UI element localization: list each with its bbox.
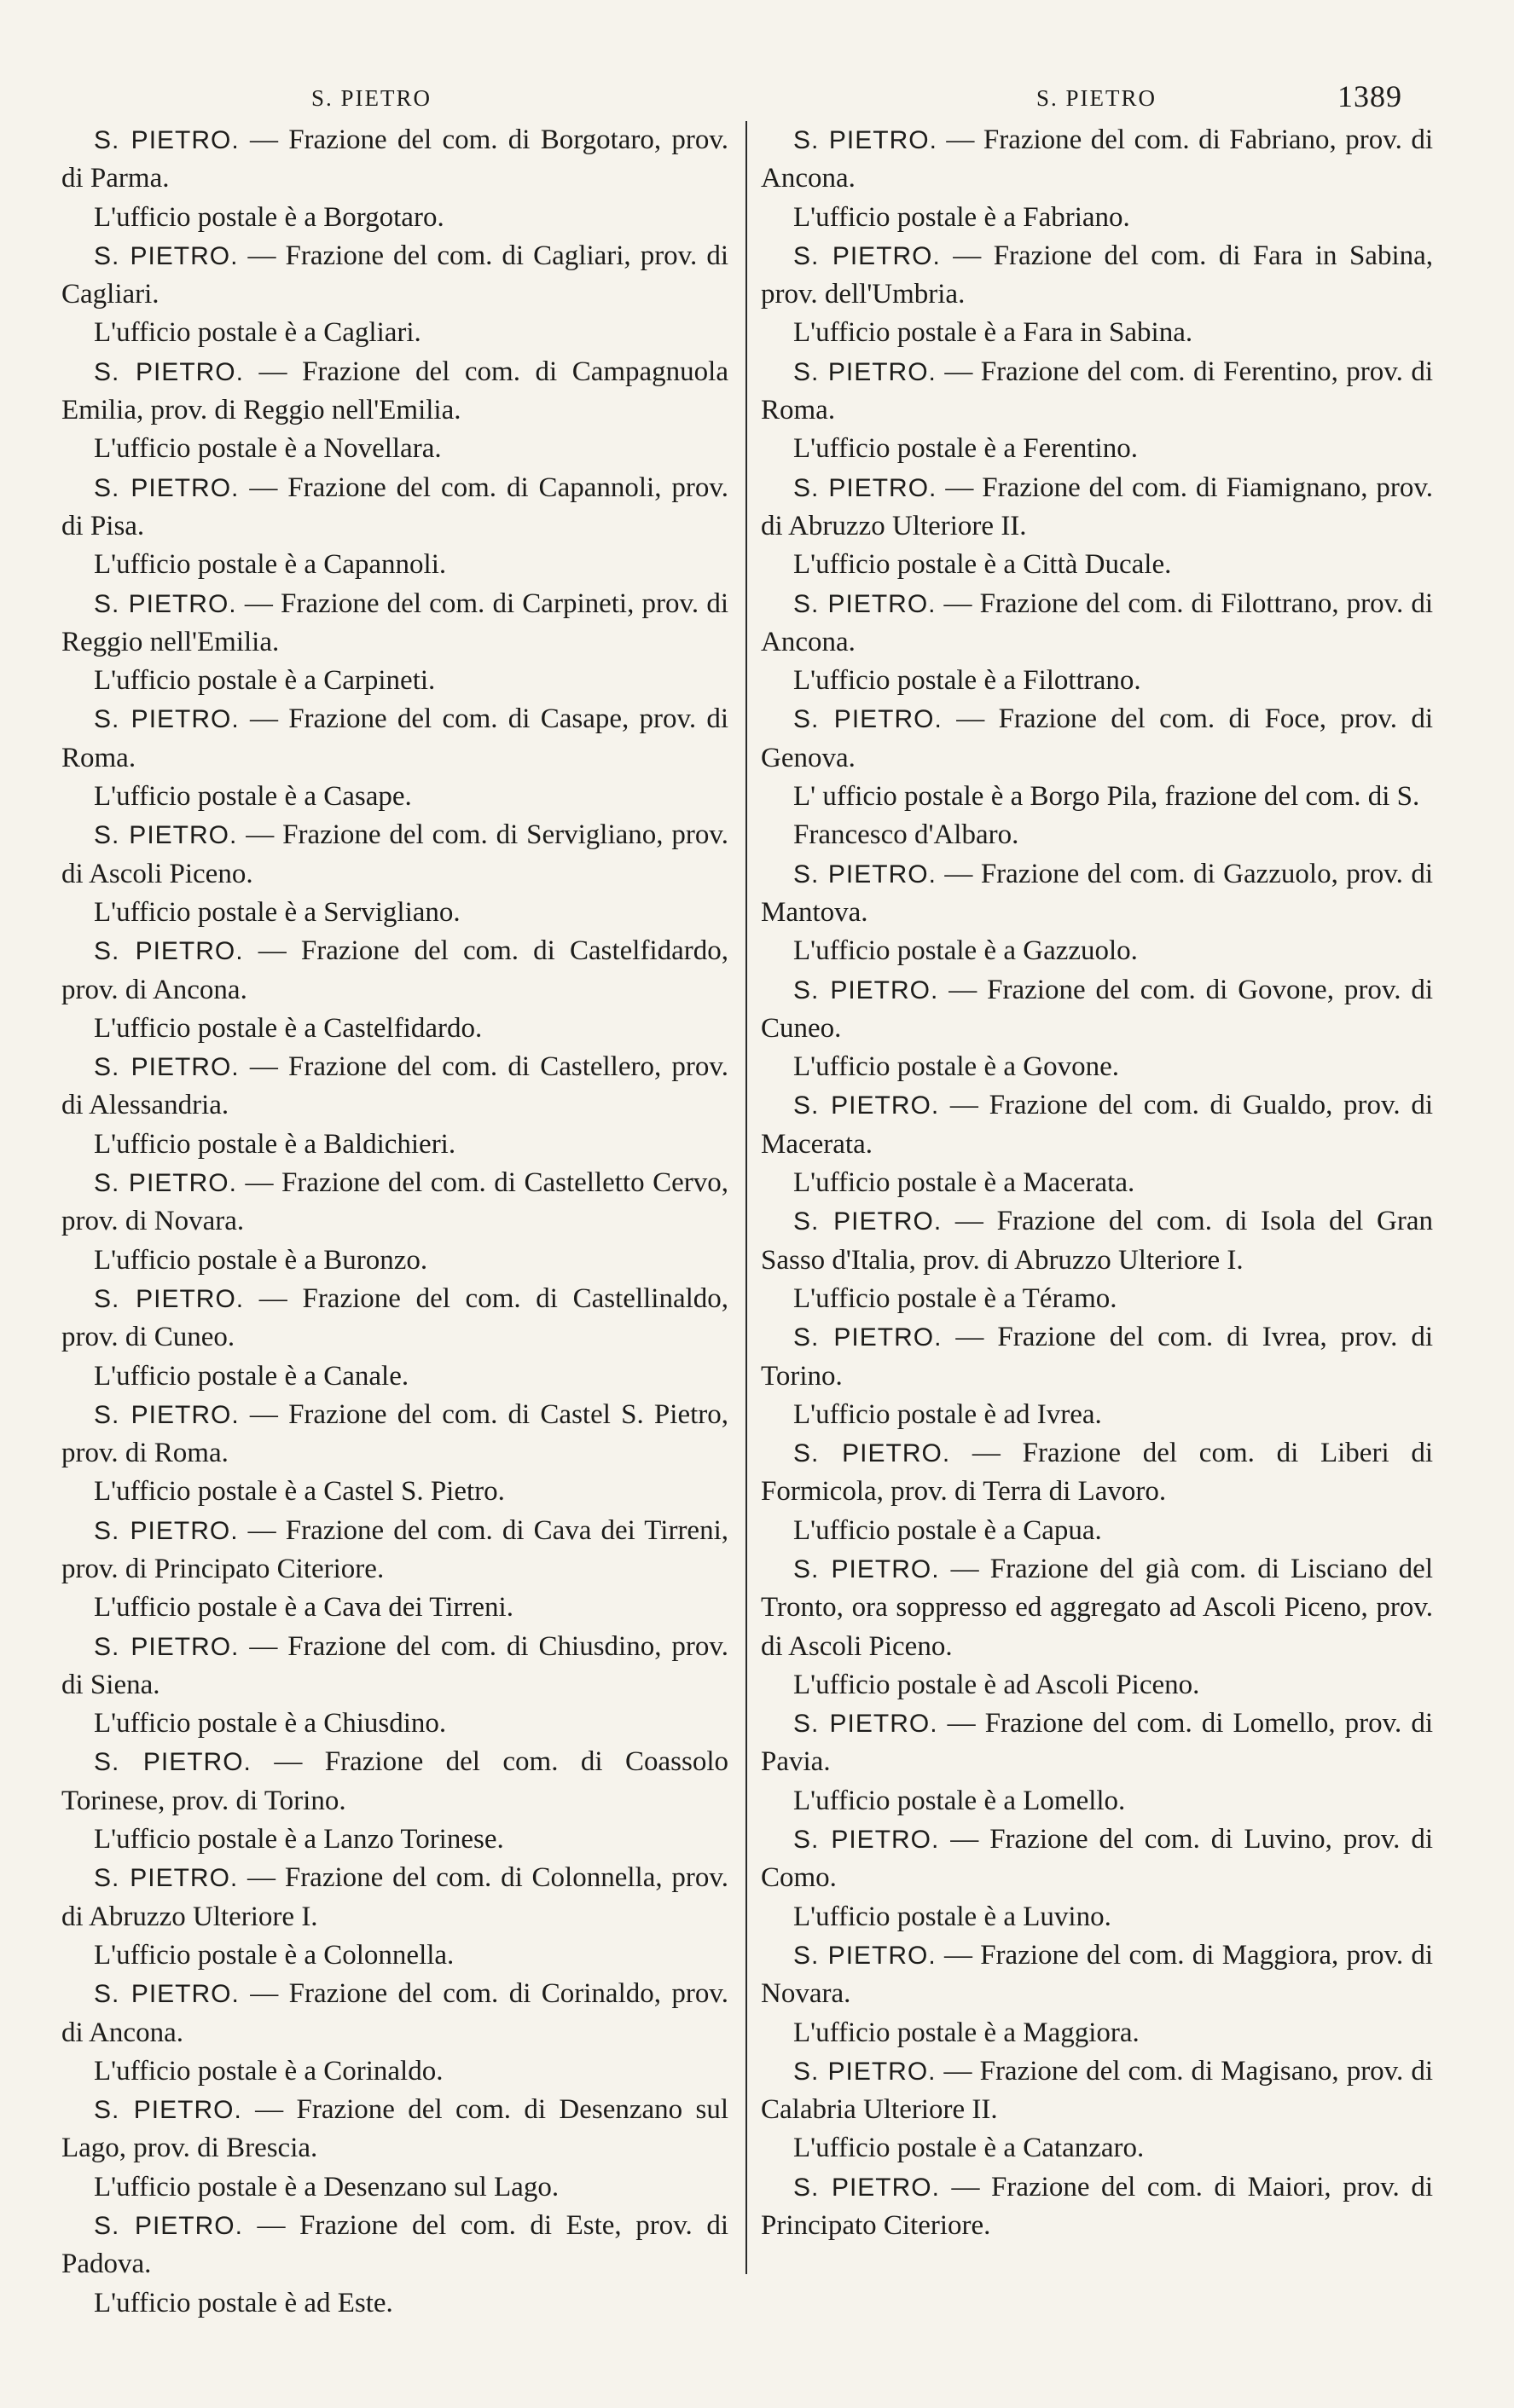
entry-description — [761, 1318, 1433, 1396]
entry-keyword: S. PIETRO. — [793, 975, 939, 1004]
entry-keyword: S. PIETRO. — [94, 1053, 240, 1082]
entry-keyword: S. PIETRO. — [793, 1826, 940, 1855]
gazetteer-entry — [761, 2052, 1433, 2168]
entry-description — [761, 1434, 1433, 1512]
gazetteer-entry — [761, 1936, 1433, 2052]
entry-description — [61, 1628, 728, 1705]
entry-keyword: S. PIETRO. — [793, 705, 943, 734]
entry-keyword: S. PIETRO. — [94, 473, 240, 502]
entry-text: — Frazione del com. di Fabriano, prov. di Ancona. — [761, 124, 1433, 194]
entry-keyword: S. PIETRO. — [94, 1748, 252, 1777]
entry-description — [761, 469, 1433, 547]
gazetteer-entry — [61, 1512, 728, 1628]
gazetteer-entry — [761, 700, 1433, 854]
entry-keyword: S. PIETRO. — [793, 2057, 937, 2086]
entry-description — [61, 1048, 728, 1126]
entry-description — [61, 1396, 728, 1473]
gazetteer-entry — [61, 1164, 728, 1280]
gazetteer-entry — [761, 121, 1433, 237]
entry-postal-office: L'ufficio postale è a Buronzo. — [94, 1244, 428, 1276]
entry-text: — Frazione del com. di Carpineti, prov. di Reggio nell'Emilia. — [61, 588, 728, 657]
gazetteer-entry — [61, 2207, 728, 2323]
entry-keyword: S. PIETRO. — [94, 2212, 243, 2241]
entry-text: — Frazione del com. di Maiori, prov. di Principato Citeriore. — [761, 2171, 1433, 2242]
entry-text: — Frazione del com. di Chiusdino, prov. di Siena. — [61, 1630, 728, 1700]
entry-text: — Frazione del com. di Fiamignano, prov. di Abruzzo Ulteriore II. — [761, 472, 1434, 541]
entry-keyword: S. PIETRO. — [94, 1400, 240, 1429]
entry-text: — Frazione del com. di Maggiora, prov. di Novara. — [761, 1939, 1434, 2010]
gazetteer-entry — [761, 237, 1433, 353]
entry-keyword: S. PIETRO. — [94, 589, 237, 618]
gazetteer-entry — [761, 469, 1433, 585]
entry-text: — Frazione del com. di Corinaldo, prov. di Ancona. — [61, 1978, 728, 2048]
entry-description — [61, 353, 728, 431]
entry-postal-office: L'ufficio postale è a Casape. — [94, 781, 412, 813]
entry-keyword: S. PIETRO. — [793, 1710, 938, 1739]
entry-text: — Frazione del com. di Lomello, prov. di Pavia. — [761, 1708, 1434, 1778]
entry-keyword: S. PIETRO. — [793, 1207, 943, 1236]
entry-text: — Frazione del com. di Govone, prov. di Cuneo. — [761, 974, 1434, 1044]
entry-postal-office: L'ufficio postale è a Novellara. — [94, 433, 442, 465]
gazetteer-entry — [761, 585, 1433, 701]
entry-text: — Frazione del com. di Luvino, prov. di Como. — [761, 1824, 1434, 1894]
entry-text: — Frazione del com. di Casape, prov. di Roma. — [61, 703, 729, 773]
entry-postal-office: L'ufficio postale è a Città Ducale. — [793, 549, 1172, 581]
entry-text: — Frazione del com. di Castellero, prov. di Alessandria. — [61, 1051, 729, 1121]
entry-description — [61, 2207, 728, 2284]
entry-keyword: S. PIETRO. — [793, 1554, 940, 1583]
entry-text: — Frazione del com. di Liberi di Formicola, prov. di Terra di Lavoro. — [761, 1438, 1433, 1508]
entry-postal-office: L'ufficio postale è a Borgotaro. — [94, 201, 444, 233]
entry-postal-office: L'ufficio postale è a Gazzuolo. — [793, 935, 1138, 967]
entry-postal-office: L' ufficio postale è a Borgo Pila, frazione del com. di S. Francesco d'Albaro. — [793, 781, 1420, 851]
entry-postal-office: L'ufficio postale è a Castelfidardo. — [94, 1012, 483, 1044]
entry-description — [761, 971, 1433, 1049]
entry-description — [761, 1705, 1433, 1782]
entry-keyword: S. PIETRO. — [94, 1284, 245, 1313]
entry-postal-office: L'ufficio postale è a Catanzaro. — [793, 2133, 1145, 2164]
entry-description — [61, 237, 728, 315]
entry-text: — Frazione del com. di Fara in Sabina, prov. dell'Umbria. — [761, 240, 1434, 310]
entry-postal-office: L'ufficio postale è a Téramo. — [793, 1282, 1117, 1314]
gazetteer-entry — [761, 2168, 1433, 2246]
entry-keyword: S. PIETRO. — [793, 1941, 937, 1970]
entry-text: — Frazione del com. di Servigliano, prov. di Ascoli Piceno. — [61, 819, 728, 889]
entry-postal-office: L'ufficio postale è a Fabriano. — [793, 201, 1130, 233]
gazetteer-entry — [61, 1628, 728, 1744]
gazetteer-entry — [61, 1975, 728, 2091]
entry-description — [61, 2091, 728, 2168]
entry-keyword: S. PIETRO. — [94, 357, 244, 386]
entry-text: — Frazione del com. di Castellinaldo, prov. di Cuneo. — [61, 1282, 729, 1353]
gazetteer-entry — [61, 237, 728, 353]
entry-keyword: S. PIETRO. — [793, 589, 937, 618]
entry-postal-office: L'ufficio postale è a Macerata. — [793, 1167, 1135, 1199]
entry-postal-office: L'ufficio postale è a Filottrano. — [793, 665, 1141, 697]
entry-keyword: S. PIETRO. — [793, 473, 937, 502]
entry-description — [761, 2168, 1433, 2246]
entry-description — [761, 855, 1433, 933]
entry-text: — Frazione del com. di Coassolo Torinese, prov. di Torino. — [61, 1746, 729, 1816]
entry-keyword: S. PIETRO. — [793, 357, 937, 386]
entry-text: — Frazione del com. di Capannoli, prov. di Pisa. — [61, 472, 728, 541]
gazetteer-entry — [61, 1859, 728, 1975]
right-column — [761, 121, 1433, 2245]
entry-description — [761, 1820, 1433, 1898]
entry-postal-office: L'ufficio postale è ad Este. — [94, 2287, 393, 2318]
entry-postal-office: L'ufficio postale è a Maggiora. — [793, 2017, 1140, 2048]
entry-text: — Frazione del com. di Borgotaro, prov. di Parma. — [61, 124, 728, 194]
entry-description — [761, 1936, 1433, 2014]
gazetteer-entry — [761, 1705, 1433, 1820]
entry-description — [61, 1743, 728, 1820]
left-column — [61, 121, 728, 2323]
entry-keyword: S. PIETRO. — [793, 1091, 940, 1120]
entry-text: — Frazione del com. di Este, prov. di Padova. — [61, 2210, 728, 2280]
gazetteer-entry — [761, 1820, 1433, 1936]
entry-keyword: S. PIETRO. — [94, 241, 239, 270]
entry-text: — Frazione del com. di Ferentino, prov. di Roma. — [761, 356, 1433, 426]
column-divider — [745, 121, 747, 2274]
entry-postal-office: L'ufficio postale è a Lanzo Torinese. — [94, 1824, 504, 1855]
gazetteer-entry — [761, 1202, 1433, 1318]
entry-description — [761, 353, 1433, 431]
entry-description — [61, 469, 728, 547]
entry-keyword: S. PIETRO. — [793, 241, 941, 270]
entry-keyword: S. PIETRO. — [94, 1516, 239, 1545]
entry-text: — Frazione del com. di Castel S. Pietro, prov. di Roma. — [61, 1398, 728, 1469]
entry-description — [61, 121, 728, 199]
entry-description — [761, 700, 1433, 778]
entry-description — [61, 585, 728, 663]
entry-keyword: S. PIETRO. — [94, 1864, 239, 1893]
entry-text: — Frazione del com. di Magisano, prov. di Calabria Ulteriore II. — [761, 2055, 1434, 2126]
entry-keyword: S. PIETRO. — [94, 821, 238, 850]
gazetteer-entry — [761, 1086, 1433, 1202]
entry-description — [61, 1280, 728, 1357]
entry-postal-office: L'ufficio postale è a Fara in Sabina. — [793, 317, 1193, 349]
gazetteer-entry — [761, 353, 1433, 469]
entry-postal-office: L'ufficio postale è a Cava dei Tirreni. — [94, 1592, 513, 1624]
entry-postal-office: L'ufficio postale è a Ferentino. — [793, 433, 1138, 465]
gazetteer-entry — [761, 1550, 1433, 1705]
entry-postal-office: L'ufficio postale è a Corinaldo. — [94, 2055, 444, 2087]
gazetteer-entry — [61, 353, 728, 469]
entry-text: — Frazione del com. di Isola del Gran Sasso d'Italia, prov. di Abruzzo Ulteriore I. — [761, 1206, 1433, 1276]
entry-text: — Frazione del com. di Ivrea, prov. di Torino. — [761, 1322, 1433, 1392]
gazetteer-entry — [761, 855, 1433, 971]
gazetteer-entry — [61, 469, 728, 585]
entry-description — [761, 585, 1433, 663]
entry-description — [61, 816, 728, 894]
entry-text: — Frazione del com. di Gualdo, prov. di Macerata. — [761, 1090, 1433, 1160]
entry-description — [61, 932, 728, 1010]
entry-postal-office: L'ufficio postale è a Lomello. — [793, 1785, 1126, 1816]
entry-text: — Frazione del com. di Colonnella, prov. di Abruzzo Ulteriore I. — [61, 1862, 728, 1932]
gazetteer-entry — [61, 932, 728, 1048]
entry-postal-office: L'ufficio postale è a Capua. — [793, 1514, 1102, 1546]
entry-postal-office: L'ufficio postale è a Luvino. — [793, 1901, 1111, 1932]
entry-keyword: S. PIETRO. — [94, 705, 240, 734]
gazetteer-entry — [761, 1434, 1433, 1550]
gazetteer-entry — [61, 1396, 728, 1512]
running-head-left: S. PIETRO — [311, 85, 432, 111]
gazetteer-entry — [761, 1318, 1433, 1434]
entry-postal-office: L'ufficio postale è a Cagliari. — [94, 317, 421, 349]
entry-description — [61, 1859, 728, 1936]
entry-text: — Frazione del com. di Cagliari, prov. di Cagliari. — [61, 240, 728, 310]
entry-text: — Frazione del com. di Castelletto Cervo, prov. di Novara. — [61, 1167, 728, 1237]
entry-keyword: S. PIETRO. — [793, 1439, 951, 1468]
entry-description — [761, 2052, 1433, 2130]
gazetteer-entry — [61, 1048, 728, 1164]
entry-keyword: S. PIETRO. — [94, 1169, 237, 1198]
entry-description — [761, 1086, 1433, 1164]
entry-description — [61, 1512, 728, 1589]
entry-keyword: S. PIETRO. — [94, 126, 240, 154]
entry-keyword: S. PIETRO. — [94, 2096, 242, 2125]
entry-postal-office: L'ufficio postale è a Canale. — [94, 1360, 409, 1392]
gazetteer-entry — [61, 2091, 728, 2207]
entry-postal-office: L'ufficio postale è a Chiusdino. — [94, 1708, 447, 1739]
entry-postal-office: L'ufficio postale è ad Ivrea. — [793, 1398, 1102, 1430]
entry-postal-office: L'ufficio postale è a Govone. — [793, 1051, 1119, 1083]
gazetteer-entry — [761, 971, 1433, 1087]
entry-text: — Frazione del già com. di Lisciano del Tronto, ora soppresso ed aggregato ad Ascoli Piceno, prov. di Ascoli Piceno. — [761, 1553, 1433, 1662]
entry-text: — Frazione del com. di Cava dei Tirreni, prov. di Principato Citeriore. — [61, 1514, 728, 1584]
entry-description — [761, 121, 1433, 199]
entry-text: — Frazione del com. di Castelfidardo, prov. di Ancona. — [61, 935, 729, 1005]
gazetteer-entry — [61, 700, 728, 816]
gazetteer-entry — [61, 816, 728, 932]
gazetteer-entry — [61, 1280, 728, 1396]
entry-postal-office: L'ufficio postale è a Baldichieri. — [94, 1128, 456, 1160]
entry-postal-office: L'ufficio postale è a Colonnella. — [94, 1939, 455, 1971]
running-head-right: S. PIETRO — [1036, 85, 1157, 111]
entry-keyword: S. PIETRO. — [793, 860, 937, 889]
entry-description — [761, 1202, 1433, 1280]
entry-text: — Frazione del com. di Foce, prov. di Genova. — [761, 703, 1433, 773]
entry-text: — Frazione del com. di Filottrano, prov. di Ancona. — [761, 588, 1433, 657]
entry-keyword: S. PIETRO. — [793, 1323, 943, 1352]
entry-description — [61, 700, 728, 778]
entry-description — [61, 1975, 728, 2052]
entry-keyword: S. PIETRO. — [94, 937, 244, 966]
gazetteer-entry — [61, 1743, 728, 1859]
page-number: 1389 — [1337, 79, 1402, 113]
entry-keyword: S. PIETRO. — [793, 2173, 940, 2202]
entry-postal-office: L'ufficio postale è a Capannoli. — [94, 549, 447, 581]
entry-keyword: S. PIETRO. — [94, 1980, 240, 2009]
entry-postal-office: L'ufficio postale è a Servigliano. — [94, 896, 461, 928]
gazetteer-entry — [61, 585, 728, 701]
entry-postal-office: L'ufficio postale è a Carpineti. — [94, 665, 436, 697]
entry-text: — Frazione del com. di Gazzuolo, prov. di Mantova. — [761, 858, 1433, 928]
entry-keyword: S. PIETRO. — [793, 126, 937, 154]
entry-description — [761, 1550, 1433, 1666]
gazetteer-entry — [61, 121, 728, 237]
entry-description — [761, 237, 1433, 315]
entry-postal-office: L'ufficio postale è ad Ascoli Piceno. — [793, 1669, 1200, 1700]
entry-description — [61, 1164, 728, 1242]
entry-text: — Frazione del com. di Campagnuola Emilia, prov. di Reggio nell'Emilia. — [61, 356, 728, 426]
entry-postal-office: L'ufficio postale è a Castel S. Pietro. — [94, 1476, 505, 1508]
entry-postal-office: L'ufficio postale è a Desenzano sul Lago. — [94, 2171, 560, 2203]
entry-keyword: S. PIETRO. — [94, 1632, 240, 1661]
entry-text: — Frazione del com. di Desenzano sul Lago, prov. di Brescia. — [61, 2094, 729, 2164]
